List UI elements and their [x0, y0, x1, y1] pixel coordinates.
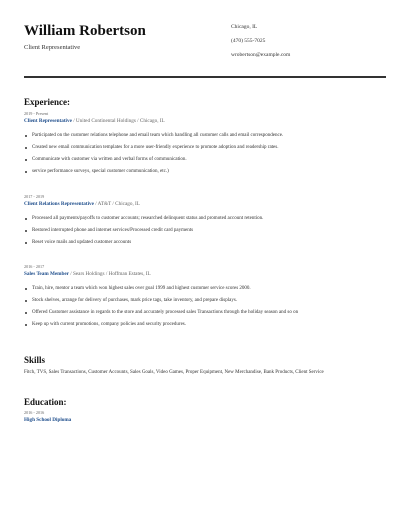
bullet-item: Created new email communication templates for a more user-friendly experience to promote adoption and readership rates.: [24, 142, 386, 154]
education-section: [24, 397, 386, 424]
bullet-item: Communicate with customer via written and verbal forms of communication.: [24, 154, 386, 166]
experience-heading: Experience:: [24, 97, 70, 107]
job-dates: 2016 - 2017: [24, 264, 45, 269]
job-title: Client Relations Representative: [24, 201, 94, 207]
contact-email: wrobertson@example.com: [231, 52, 291, 58]
job-heading: [24, 200, 386, 208]
candidate-role: Client Representative: [24, 44, 81, 51]
bullet-item: Participated on the customer relations telephone and email team which handling all customer calls and email correspondence.: [24, 130, 386, 142]
job-entry: [24, 264, 386, 331]
job-heading: [24, 270, 386, 278]
skills-heading: Skills: [24, 355, 46, 365]
job-heading: [24, 117, 386, 125]
contact-block: [231, 20, 290, 62]
job-title: Sales Team Member: [24, 271, 69, 277]
job-dates: 2017 - 2019: [24, 194, 45, 199]
contact-phone: (470) 555-7025: [231, 38, 266, 44]
bullet-item: Train, hire, mentor a team which won highest sales over goal 1999 and highest customer service scores 2000.: [24, 283, 386, 295]
bullet-item: Offered Customer assistance in regards to the store and accurately processed sales Transactions through the holiday season and so on: [24, 307, 386, 319]
bullet-item: Restored interrupted phone and internet services/Processed credit card payments: [24, 225, 386, 237]
job-bullets: [24, 213, 386, 249]
bullet-item: Processed all payments/payoffs to customer accounts; researched delinquent status and promoted account retention.: [24, 213, 386, 225]
job-bullets: [24, 283, 386, 331]
education-heading: Education:: [24, 397, 67, 407]
job-company: / AT&T / Chicago, IL: [93, 201, 140, 207]
skills-section: [24, 355, 386, 375]
bullet-item: Reset voice mails and updated customer accounts: [24, 237, 386, 249]
job-company: / United Continental Holdings / Chicago, IL: [71, 118, 165, 124]
bullet-item: Stock shelves, arrange for delivery of purchases, mark price tags, take inventory, and prepare displays.: [24, 295, 386, 307]
experience-section: [24, 97, 386, 327]
contact-location: Chicago, IL: [231, 24, 258, 30]
bullet-item: Keep up with current promotions, company policies and security procedures.: [24, 319, 386, 331]
job-title: Client Representative: [24, 118, 72, 124]
job-dates: 2019 - Present: [24, 111, 49, 116]
bullet-item: service performance surveys, special customer communication, etc.): [24, 166, 386, 178]
header-divider: [24, 76, 386, 78]
job-company: / Sears Holdings / Hoffman Estates, IL: [68, 271, 151, 277]
job-entry: [24, 194, 386, 249]
candidate-name: William Robertson: [24, 23, 146, 39]
education-degree: High School Diploma: [24, 417, 72, 423]
job-entry: [24, 111, 386, 178]
skills-list: Fitch, TVS, Sales Transactions, Customer Accounts, Sales Goals, Video Games, Proper Equipment, New Merchandise, Bank Products, Client Service: [24, 370, 324, 375]
job-bullets: [24, 130, 386, 178]
education-dates: 2016 - 2016: [24, 410, 45, 415]
